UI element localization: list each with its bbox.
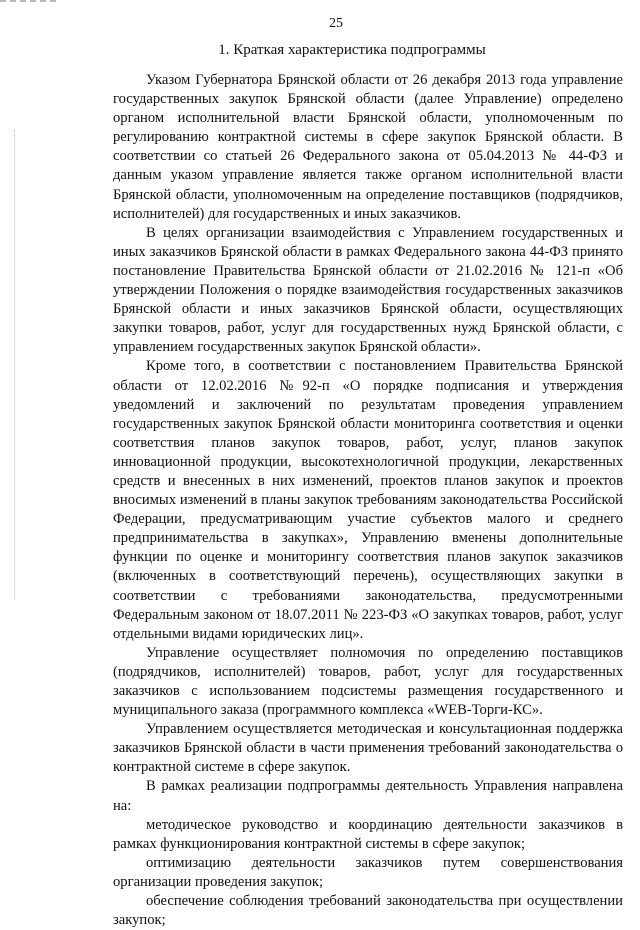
scan-margin-rule — [14, 130, 16, 600]
body-text — [113, 71, 623, 930]
paragraph: Кроме того, в соответствии с постановлением Правительства Брянской области от 12.02.2016 №92-п «О порядке подписания и утверждения уведомлений и заключений по результатам проведения управлением государственных закупок Брянской области мониторинга соответствия и оценки соответствия планов закупок товаров, работ, услуг, планов закупок инновационной продукции, высокотехнологичной продукции, лекарственных средств и внесенных в них изменений, проектов планов закупок и проектов вносимых изменений в планы закупок требованиям законодательства Российской Федерации, предусматривающим участие субъектов малого и среднего предпринимательства в закупках», Управлению вменены дополнительные функции по оценке и мониторингу соответствия планов закупок заказчиков (включенных в соответствующий перечень), осуществляющих закупки в соответствии с требованиями законодательства, предусмотренными Федеральным законом от 18.07.2011 № 223-ФЗ «О закупках товаров, работ, услуг отдельными видами юридических лиц». — [113, 358, 623, 642]
page-number: 25 — [329, 16, 343, 31]
section-heading: 1. Краткая характеристика подпрограммы — [218, 42, 486, 58]
paragraph: Управление осуществляет полномочия по определению поставщиков (подрядчиков, исполнителей) товаров, работ, услуг для государственных заказчиков с использованием подсистемы размещения государственного и муниципального заказа (программного комплекса «WEB-Торги-КС». — [113, 644, 623, 719]
paragraph: Указом Губернатора Брянской области от 26 декабря 2013 года управление государственных закупок Брянской области (далее Управление) определено органом исполнительной власти Брянской области, уполномоченным по регулированию контрактной системы в сфере закупок Брянской области. В соответствии со статьей 26 Федерального закона от 05.04.2013 № 44-ФЗ и данным указом управление является также органом исполнительной власти Брянской области, уполномоченным на определение поставщиков (подрядчиков, исполнителей) для государственных и иных заказчиков. — [113, 72, 623, 222]
paragraph: Управлением осуществляется методическая и консультационная поддержка заказчиков Брянской области в части применения требований законодательства о контрактной системе в сфере закупок. — [113, 721, 623, 776]
paragraph: В рамках реализации подпрограммы деятельность Управления направлена на: — [113, 778, 623, 814]
scan-corner-mark — [0, 0, 56, 5]
list-item: оптимизацию деятельности заказчиков путем совершенствования организации проведения закупок; — [113, 854, 623, 890]
list-item: обеспечение соблюдения требований законодательства при осуществлении закупок; — [113, 893, 623, 929]
list-item: методическое руководство и координацию деятельности заказчиков в рамках функционирования контрактной системы в сфере закупок; — [113, 816, 623, 852]
paragraph: В целях организации взаимодействия с Управлением государственных и иных заказчиков Брянской области в рамках Федерального закона 44-ФЗ принято постановление Правительства Брянской области от 21.02.2016 № 121-п «Об утверждении Положения о порядке взаимодействия государственных заказчиков Брянской области и иных заказчиков Брянской области, осуществляющих закупки товаров, работ, услуг для государственных нужд Брянской области, с управлением государственных закупок Брянской области». — [113, 224, 623, 356]
